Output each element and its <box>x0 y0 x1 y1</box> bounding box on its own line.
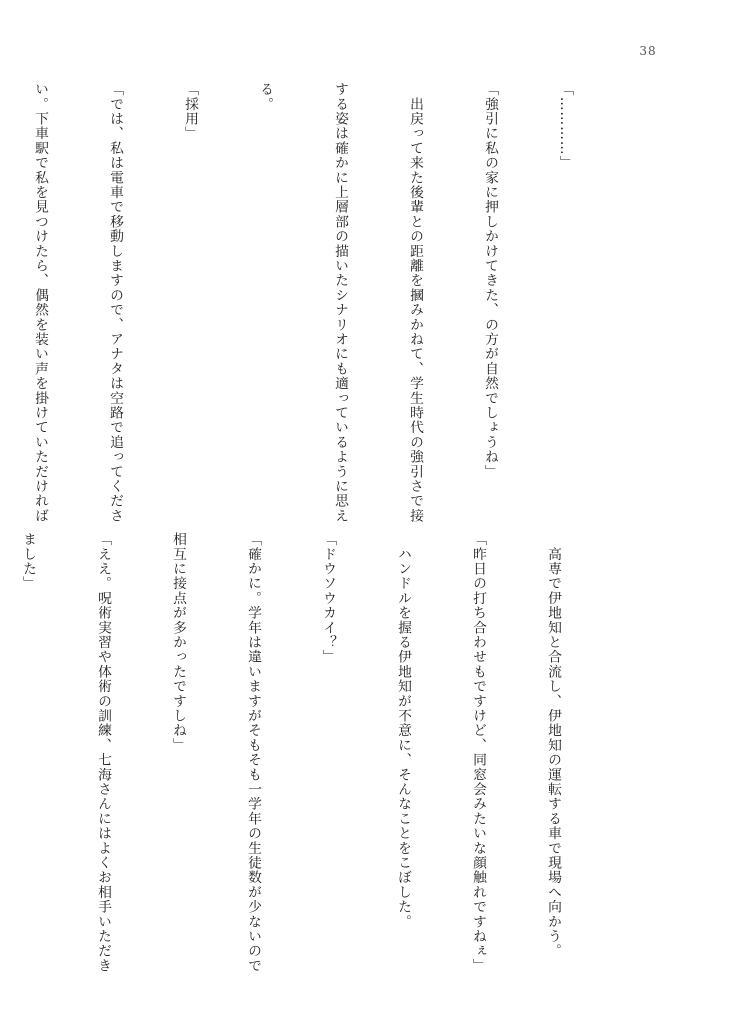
text-line: ハンドルを握る伊地知が不意に、そんなことをこぼした。 <box>395 532 411 929</box>
text-line: 「確かに。学年は違いますがそもそも一学年の生徒数が少ないので <box>245 532 261 973</box>
text-line: 「…………」 <box>557 82 573 171</box>
text-line: 「ドウソウカイ？」 <box>320 532 336 665</box>
text-line: 相互に接点が多かったですしね」 <box>170 532 186 753</box>
text-block-top <box>0 82 627 523</box>
text-block-bottom <box>0 532 615 973</box>
text-line: する姿は確かに上層部の描いたシナリオにも適っているように思え <box>332 82 348 523</box>
page-number: 38 <box>639 44 657 58</box>
text-line: 「では、私は電車で移動しますので、アナタは空路で追ってくださ <box>107 82 123 523</box>
text-line: 「昨日の打ち合わせもですけど、同窓会みたいな顔触れですねぇ」 <box>470 532 486 973</box>
text-line: 「ええ。呪術実習や体術の訓練、七海さんにはよくお相手いただき <box>95 532 111 973</box>
text-line: 高専で伊地知と合流し、伊地知の運転する車で現場へ向かう。 <box>545 532 561 959</box>
text-line: 「強引に私の家に押しかけてきた、の方が自然でしょうね」 <box>482 82 498 479</box>
text-line: い。下車駅で私を見つけたら、偶然を装い声を掛けていただければ <box>32 82 48 523</box>
text-line: る。 <box>257 82 273 112</box>
text-line: 「採用」 <box>182 82 198 141</box>
text-line: ました」 <box>20 532 36 591</box>
text-line: 出戻って来た後輩との距離を摑みかねて、学生時代の強引さで接 <box>407 82 423 523</box>
